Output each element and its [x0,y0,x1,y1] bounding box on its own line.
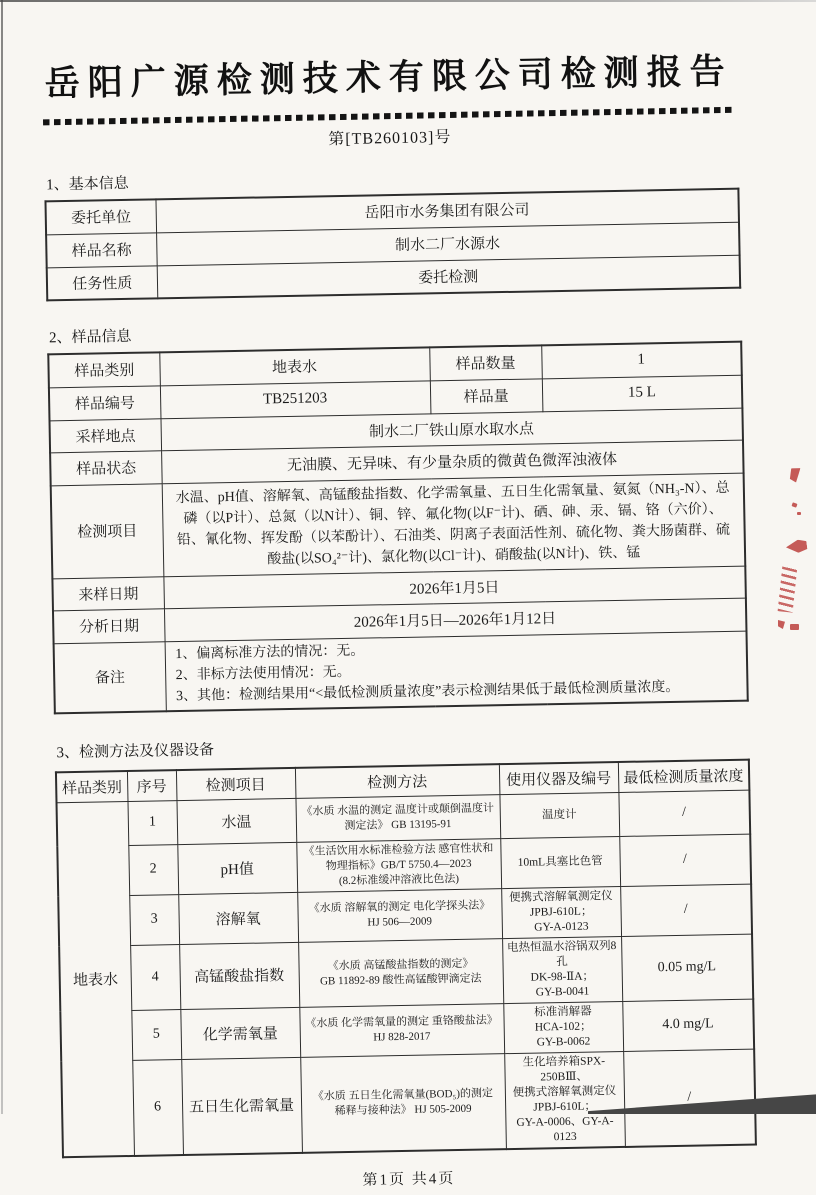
test-item: 五日生化需氧量 [181,1057,302,1155]
sample-info-table [47,341,748,715]
info-value: 15 L [542,375,743,412]
test-method: 《水质 溶解氧的测定 电化学探头法》 HJ 506—2009 [297,888,502,942]
method-row [61,1049,756,1157]
info-label: 样品编号 [49,385,161,420]
info-label: 样品数量 [429,345,542,380]
remark-value: 1、偏离标准方法的情况：无。 2、非标方法使用情况：无。 3、其他：检测结果用“<最低检测质量浓度”表示检测结果低于最低检测质量浓度。 [165,631,748,712]
report-title: 岳阳广源检测技术有限公司检测报告 [44,51,734,105]
info-value: 1 [541,342,742,379]
red-stamp-fragment [789,466,801,483]
info-label: 样品类别 [48,352,160,387]
scan-edge-top [0,0,816,2]
col-header: 序号 [127,770,177,801]
info-label: 样品状态 [50,450,162,485]
section-heading-sample-info: 2、样品信息 [48,328,132,347]
test-method: 《水质 化学需氧量的测定 重铬酸盐法》 HJ 828-2017 [299,1003,504,1057]
info-label: 样品量 [430,378,543,413]
instrument: 电热恒温水浴锅双列8孔 DK-98-ⅡA； GY-B-0041 [502,936,622,1003]
table-row [54,631,748,714]
detection-limit: 0.05 mg/L [621,934,753,1001]
info-value: 岳阳市水务集团有限公司 [155,189,739,233]
info-label: 采样地点 [49,418,161,452]
info-value: TB251203 [160,380,431,418]
report-number: 第[TB260103]号 [328,128,452,149]
info-value: 制水二厂铁山原水取水点 [160,408,742,451]
basic-info-table [44,188,741,302]
red-stamp-fragment [791,502,797,507]
info-value: 无油膜、无异味、有少量杂质的微黄色微浑浊液体 [161,440,744,484]
scanned-page [41,22,755,1195]
info-label: 检测项目 [51,483,164,578]
test-method: 《水质 五日生化需氧量(BOD₅)的测定 稀释与接种法》 HJ 505-2009 [300,1053,506,1152]
red-stamp-fragment [790,624,799,630]
col-header: 使用仪器及编号 [499,762,619,794]
row-number: 2 [128,844,178,895]
scan-edge-left [1,0,3,1114]
row-number: 6 [132,1059,183,1155]
detection-limit: / [618,790,750,836]
methods-table [55,759,757,1158]
instrument: 便携式溶解氧测定仪 JPBJ-610L； GY-A-0123 [501,886,621,938]
info-value: 地表水 [159,347,430,385]
test-item: 水温 [176,798,296,844]
row-number: 1 [127,800,177,845]
detection-limit: / [620,884,752,936]
info-value: 2026年1月5日 [163,566,745,609]
test-item: 溶解氧 [178,892,298,944]
info-label: 备注 [54,641,166,713]
info-label: 样品名称 [46,232,157,267]
test-item: 化学需氧量 [180,1007,300,1059]
red-stamp-fragment [778,565,798,612]
instrument: 温度计 [499,792,619,838]
test-method: 《生活饮用水标准检验方法 感官性状和物理指标》GB/T 5750.4—2023 (8.2标准缓冲溶液比色法) [296,838,501,892]
col-header: 最低检测质量浓度 [618,760,750,792]
info-value: 制水二厂水源水 [156,222,740,266]
info-value: 委托检测 [157,255,741,299]
detection-limit: 4.0 mg/L [622,999,754,1051]
test-items-value: 水温、pH值、溶解氧、高锰酸盐指数、化学需氧量、五日生化需氧量、氨氮（NH₃-N）、总磷（以P计）、总氮（以N计）、铜、锌、氟化物(以F⁻计)、硒、砷、汞、镉、铬（六价）、铅、氰化物、挥发酚（以苯酚计）、石油类、阴离子表面活性剂、硫化物、粪大肠菌群、硫酸盐(以SO₄²⁻计)、氯化物(以Cl⁻计)、硝酸盐(以N计)、铁、锰 [162,473,746,577]
test-method: 《水质 水温的测定 温度计或颠倒温度计测定法》 GB 13195-91 [295,794,500,842]
test-method: 《水质 高锰酸盐指数的测定》 GB 11892-89 酸性高锰酸钾滴定法 [298,938,503,1007]
detection-limit: / [619,834,751,886]
red-stamp-fragment [785,539,808,555]
row-number: 5 [131,1009,181,1060]
sample-category-cell: 地表水 [56,801,133,1157]
info-label: 分析日期 [53,608,165,643]
info-label: 来样日期 [52,576,164,610]
col-header: 样品类别 [56,771,128,802]
test-item: 高锰酸盐指数 [179,942,299,1009]
row-number: 3 [129,894,179,945]
page-number: 第1页 共4页 [362,1170,456,1189]
info-label: 任务性质 [47,265,158,300]
instrument: 10mL具塞比色管 [500,836,620,888]
red-stamp-fragment [797,512,801,515]
red-stamp-fragment [778,620,785,629]
instrument: 标准消解器 HCA-102； GY-B-0062 [503,1001,623,1053]
section-heading-basic-info: 1、基本信息 [46,175,129,194]
row-number: 4 [130,944,180,1010]
instrument: 生化培养箱SPX-250BⅢ、 便携式溶解氧测定仪 JPBJ-610L； GY-A-0006、GY-A-0123 [504,1051,625,1149]
info-value: 2026年1月5日—2026年1月12日 [164,598,747,642]
section-heading-methods: 3、检测方法及仪器设备 [56,742,215,762]
col-header: 检测项目 [176,768,296,800]
info-label: 委托单位 [45,199,156,234]
detection-limit: / [623,1049,756,1147]
col-header: 检测方法 [295,764,500,798]
table-row [51,473,746,579]
test-item: pH值 [177,842,297,894]
